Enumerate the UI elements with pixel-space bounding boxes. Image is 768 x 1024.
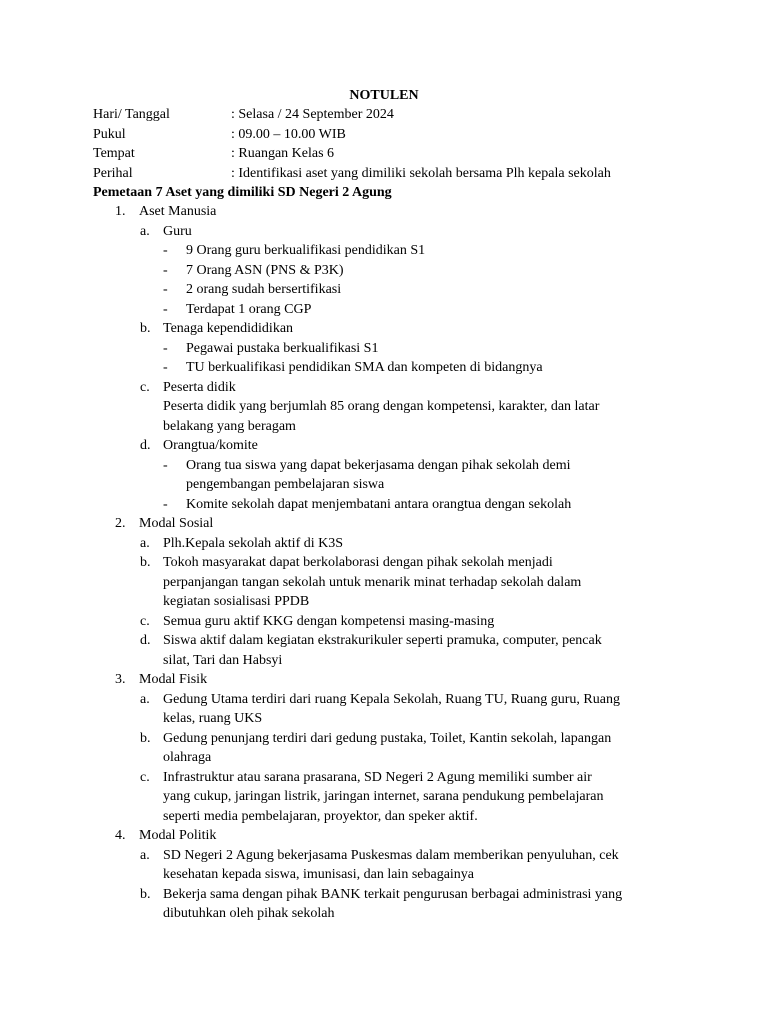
sublist-item [93, 729, 683, 768]
bullet-text: pengembangan pembelajaran siswa [186, 477, 385, 492]
bullet-item [93, 358, 683, 378]
sublist-text: kesehatan kepada siswa, imunisasi, dan lain sebagainya [163, 867, 475, 882]
meta-value: : Identifikasi aset yang dimiliki sekolah bersama Plh kepala sekolah [231, 165, 611, 181]
sublist-letter: a. [140, 535, 150, 551]
sublist-text: Plh.Kepala sekolah aktif di K3S [163, 535, 344, 551]
meta-value: : 09.00 – 10.00 WIB [231, 126, 346, 142]
sublist-letter: b. [140, 886, 151, 902]
sublist-text: seperti media pembelajaran, proyektor, dan speker aktif. [163, 808, 478, 824]
sublist-text: Infrastruktur atau sarana prasarana, SD Negeri 2 Agung memiliki sumber air [163, 769, 592, 785]
list-item-title: Aset Manusia [139, 204, 217, 219]
sublist-letter: a. [140, 223, 150, 239]
list-item-aset-manusia [93, 202, 683, 222]
sublist-item [93, 631, 683, 670]
section-heading: Pemetaan 7 Aset yang dimiliki SD Negeri 2 Agung [93, 185, 392, 200]
meta-label: Tempat [93, 146, 135, 161]
dash-bullet: - [163, 243, 168, 258]
sublist-item [93, 885, 683, 924]
list-number: 2. [115, 516, 126, 531]
bullet-text: Komite sekolah dapat menjembatani antara orangtua dengan sekolah [186, 496, 572, 512]
sublist-item [93, 846, 683, 885]
bullet-item [93, 261, 683, 281]
bullet-text: 2 orang sudah bersertifikasi [186, 282, 342, 297]
meta-label: Pukul [93, 126, 126, 142]
sublist-letter: d. [140, 633, 151, 648]
sublist-item [93, 534, 683, 554]
bullet-text: 7 Orang ASN (PNS & P3K) [186, 262, 344, 278]
bullet-item [93, 241, 683, 261]
meta-row-time [93, 125, 693, 145]
sublist-text: yang cukup, jaringan listrik, jaringan internet, sarana pendukung pembelajaran [163, 789, 604, 804]
document-title: NOTULEN [349, 88, 419, 103]
sublist-text: kegiatan sosialisasi PPDB [163, 594, 310, 609]
sublist-letter: a. [140, 847, 150, 863]
sublist-item-peserta-didik [93, 378, 683, 398]
list-item-modal-politik [93, 826, 683, 846]
sublist-item-guru [93, 222, 683, 242]
sublist-text: silat, Tari dan Habsyi [163, 652, 283, 668]
list-number: 3. [115, 672, 126, 687]
bullet-item [93, 495, 683, 515]
sublist-text: Bekerja sama dengan pihak BANK terkait pengurusan berbagai administrasi yang [163, 886, 623, 902]
bullet-item [93, 339, 683, 359]
paragraph [93, 397, 683, 436]
bullet-item [93, 280, 683, 300]
meta-value: : Selasa / 24 September 2024 [231, 107, 394, 122]
meta-value: : Ruangan Kelas 6 [231, 146, 335, 161]
sublist-text: dibutuhkan oleh pihak sekolah [163, 906, 335, 921]
sublist-item-label: Tenaga kependididikan [163, 321, 294, 336]
sublist-text: olahraga [163, 750, 212, 765]
bullet-item [93, 300, 683, 320]
meeting-info [93, 105, 693, 183]
sublist-item-label: Guru [163, 223, 192, 239]
sublist-text: Semua guru aktif KKG dengan kompetensi masing-masing [163, 613, 495, 629]
sublist-item-label: Orangtua/komite [163, 438, 258, 453]
sublist-item [93, 553, 683, 612]
sublist-letter: b. [140, 730, 151, 746]
dash-bullet: - [163, 282, 168, 297]
bullet-text: Terdapat 1 orang CGP [186, 301, 312, 317]
sublist-text: SD Negeri 2 Agung bekerjasama Puskesmas dalam memberikan penyuluhan, cek [163, 847, 619, 863]
bullet-text: Orang tua siswa yang dapat bekerjasama dengan pihak sekolah demi [186, 457, 571, 473]
sublist-text: kelas, ruang UKS [163, 711, 263, 726]
sublist-letter: b. [140, 321, 151, 336]
paragraph-line: belakang yang beragam [163, 418, 296, 434]
sublist-item [93, 612, 683, 632]
bullet-text: Pegawai pustaka berkualifikasi S1 [186, 340, 379, 356]
sublist-letter: c. [140, 379, 150, 395]
sublist-letter: a. [140, 691, 150, 707]
dash-bullet: - [163, 340, 168, 356]
dash-bullet: - [163, 262, 168, 278]
bullet-text: 9 Orang guru berkualifikasi pendidikan S1 [186, 243, 426, 258]
list-item-modal-sosial [93, 514, 683, 534]
paragraph-line: Peserta didik yang berjumlah 85 orang dengan kompetensi, karakter, dan latar [163, 399, 600, 414]
bullet-item [93, 456, 683, 495]
notes-body [93, 202, 683, 924]
meta-row-subject [93, 164, 693, 184]
sublist-item-tenaga-kependidikan [93, 319, 683, 339]
list-item-title: Modal Fisik [139, 672, 208, 687]
meta-row-place [93, 144, 693, 164]
meta-label: Hari/ Tanggal [93, 107, 170, 122]
sublist-item [93, 690, 683, 729]
dash-bullet: - [163, 457, 168, 473]
sublist-text: Tokoh masyarakat dapat berkolaborasi dengan pihak sekolah menjadi [163, 555, 553, 570]
sublist-item-label: Peserta didik [163, 379, 236, 395]
sublist-letter: c. [140, 769, 150, 785]
sublist-text: Siswa aktif dalam kegiatan ekstrakurikuler seperti pramuka, computer, pencak [163, 633, 602, 648]
sublist-text: perpanjangan tangan sekolah untuk menarik minat terhadap sekolah dalam [163, 574, 582, 590]
meta-row-date [93, 105, 693, 125]
sublist-item-orangtua-komite [93, 436, 683, 456]
meta-label: Perihal [93, 165, 133, 181]
sublist-item [93, 768, 683, 827]
dash-bullet: - [163, 360, 168, 375]
sublist-text: Gedung penunjang terdiri dari gedung pustaka, Toilet, Kantin sekolah, lapangan [163, 730, 612, 746]
dash-bullet: - [163, 301, 168, 317]
sublist-letter: c. [140, 613, 150, 629]
sublist-letter: d. [140, 438, 151, 453]
dash-bullet: - [163, 496, 168, 512]
sublist-text: Gedung Utama terdiri dari ruang Kepala Sekolah, Ruang TU, Ruang guru, Ruang [163, 691, 620, 707]
sublist-letter: b. [140, 555, 151, 570]
list-number: 4. [115, 828, 126, 843]
list-item-modal-fisik [93, 670, 683, 690]
bullet-text: TU berkualifikasi pendidikan SMA dan kompeten di bidangnya [186, 360, 543, 375]
list-item-title: Modal Politik [139, 828, 217, 843]
list-item-title: Modal Sosial [139, 516, 214, 531]
list-number: 1. [115, 204, 126, 219]
